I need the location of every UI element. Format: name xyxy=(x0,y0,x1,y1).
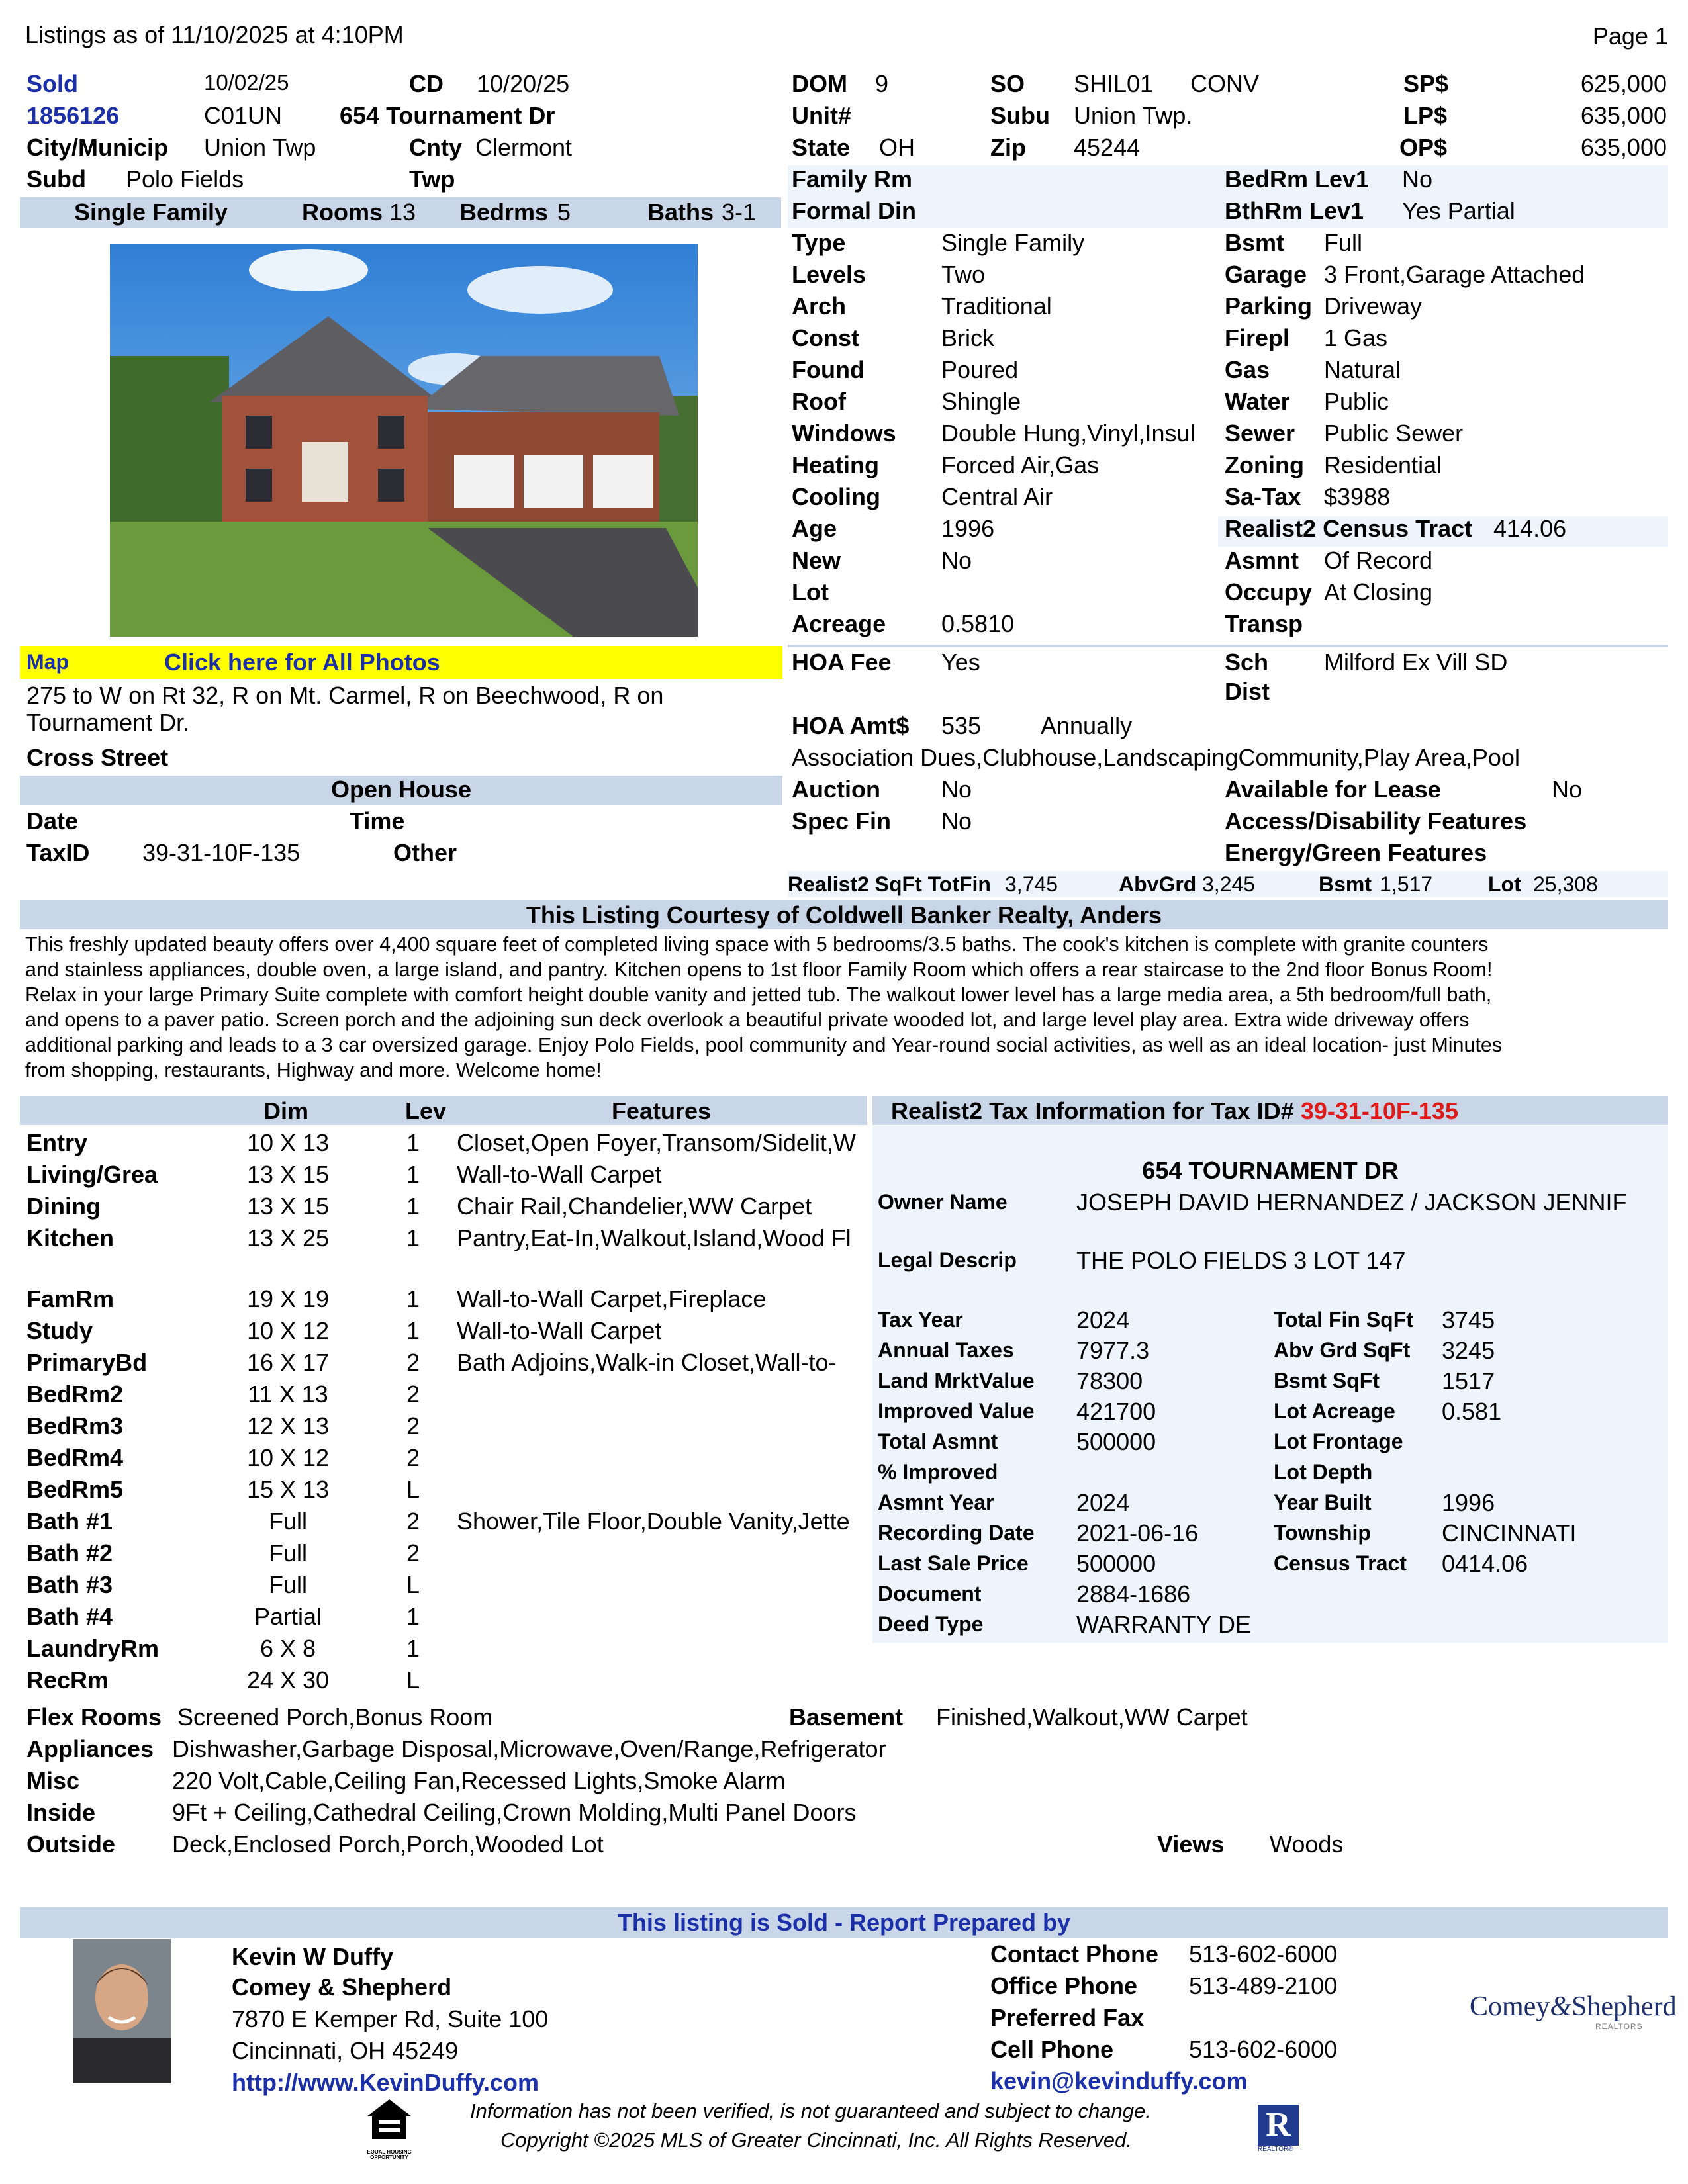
room-lev: 1 xyxy=(406,1129,420,1156)
room-lev: 2 xyxy=(406,1508,420,1535)
remarks-line: This freshly updated beauty offers over 4,400 square feet of completed living space with 5 bedrooms/3.5 baths. The cook's kitchen is complete with granite counters xyxy=(25,933,1489,956)
contact-phone-label: Contact Phone xyxy=(990,1940,1159,1968)
room-features: Shower,Tile Floor,Double Vanity,Jette xyxy=(457,1508,850,1535)
open-house-title: Open House xyxy=(330,776,472,803)
room-features: Wall-to-Wall Carpet,Fireplace xyxy=(457,1285,767,1312)
tax-value: WARRANTY DE xyxy=(1076,1611,1252,1638)
tax-value: 2884-1686 xyxy=(1076,1580,1191,1608)
feature-value: Single Family xyxy=(941,229,1085,256)
cell-phone: 513-602-6000 xyxy=(1189,2036,1338,2063)
room-dim: Full xyxy=(268,1571,307,1598)
room-name: PrimaryBd xyxy=(26,1349,148,1376)
room-dim: Partial xyxy=(254,1603,322,1630)
feature-label: Lot xyxy=(792,578,829,606)
feature-label: Type xyxy=(792,229,846,256)
tax-value: CINCINNATI xyxy=(1442,1520,1577,1547)
room-lev: 2 xyxy=(406,1444,420,1471)
other-label: Other xyxy=(393,839,457,866)
room-lev: 1 xyxy=(406,1635,420,1662)
feature-value: 0.5810 xyxy=(941,610,1015,637)
feature-label: Bsmt xyxy=(1225,229,1285,256)
room-name: Bath #1 xyxy=(26,1508,113,1535)
state-value: OH xyxy=(879,134,915,161)
appliances-value: Dishwasher,Garbage Disposal,Microwave,Oven/Range,Refrigerator xyxy=(172,1735,886,1762)
feature-value: Two xyxy=(941,261,986,288)
company-logo xyxy=(1470,1991,1677,2023)
mls-number[interactable]: 1856126 xyxy=(26,102,120,129)
status-sold: Sold xyxy=(26,70,78,97)
flex-label: Flex Rooms xyxy=(26,1704,162,1731)
tax-value: 1517 xyxy=(1442,1367,1495,1394)
room-dim: 10 X 12 xyxy=(246,1444,330,1471)
rooms-header-dim: Dim xyxy=(263,1097,309,1124)
office-phone-label: Office Phone xyxy=(990,1972,1138,1999)
room-dim: 13 X 25 xyxy=(246,1224,330,1251)
agent-address1: 7870 E Kemper Rd, Suite 100 xyxy=(232,2005,549,2032)
feature-value: Driveway xyxy=(1324,293,1423,320)
remarks-line: from shopping, restaurants, Highway and more. Welcome home! xyxy=(25,1059,602,1081)
feature-label: Const xyxy=(792,324,859,351)
feature-value: Public xyxy=(1324,388,1389,415)
rooms-header-lev: Lev xyxy=(405,1097,447,1124)
feature-value: No xyxy=(1402,165,1433,193)
tax-label: Abv Grd SqFt xyxy=(1274,1338,1411,1362)
map-link[interactable]: Map xyxy=(26,650,69,674)
energy-label: Energy/Green Features xyxy=(1225,839,1487,866)
tax-title xyxy=(891,1097,1458,1124)
feature-value: 414.06 xyxy=(1493,515,1567,542)
feature-value: No xyxy=(941,547,972,574)
property-address: 654 Tournament Dr xyxy=(340,102,555,129)
tax-label: Lot Acreage xyxy=(1274,1399,1395,1423)
tax-value: 0.581 xyxy=(1442,1398,1502,1425)
unit-label: Unit# xyxy=(792,102,851,129)
feature-label: New xyxy=(792,547,841,574)
room-dim: 10 X 12 xyxy=(246,1317,330,1344)
feature-value: Residential xyxy=(1324,451,1442,478)
tax-label: % Improved xyxy=(878,1460,998,1484)
feature-value: Traditional xyxy=(941,293,1052,320)
feature-value: Brick xyxy=(941,324,994,351)
cd-date: 10/20/25 xyxy=(477,70,570,97)
tax-label: Recording Date xyxy=(878,1521,1035,1545)
baths-value: 3-1 xyxy=(722,199,757,226)
feature-divider xyxy=(788,645,1668,647)
agent-address2: Cincinnati, OH 45249 xyxy=(232,2037,459,2064)
tax-label: Deed Type xyxy=(878,1612,984,1636)
tax-label: Total Fin SqFt xyxy=(1274,1308,1413,1332)
room-name: BedRm3 xyxy=(26,1412,124,1439)
feature-label: Roof xyxy=(792,388,846,415)
cross-street-label: Cross Street xyxy=(26,744,169,771)
room-features: Wall-to-Wall Carpet xyxy=(457,1161,662,1188)
agent-company: Comey & Shepherd xyxy=(232,1974,452,2001)
basement-label: Basement xyxy=(789,1704,904,1731)
room-name: Living/Grea xyxy=(26,1161,158,1188)
remarks-line: additional parking and leads to a 3 car oversized garage. Enjoy Polo Fields, pool community and Year-round social activities, as well as an ideal location- just Minutes xyxy=(25,1034,1503,1056)
feature-value: 1 Gas xyxy=(1324,324,1388,351)
feature-label: Acreage xyxy=(792,610,886,637)
room-name: Study xyxy=(26,1317,93,1344)
tax-label: Census Tract xyxy=(1274,1551,1407,1575)
feature-label: Realist2 Census Tract xyxy=(1225,515,1473,542)
legal-label: Legal Descrip xyxy=(878,1248,1017,1272)
auction-value: No xyxy=(941,776,972,803)
sold-date: 10/02/25 xyxy=(204,70,289,95)
dom-value: 9 xyxy=(875,70,889,97)
room-lev: 2 xyxy=(406,1381,420,1408)
sqft-lot-label: Lot xyxy=(1488,872,1521,896)
so-label: SO xyxy=(990,70,1025,97)
remarks-line: and stainless appliances, double oven, a large island, and pantry. Kitchen opens to 1st floor Family Room which offers a rear staircase to the 2nd floor Bonus Room! xyxy=(25,958,1493,981)
feature-value: Central Air xyxy=(941,483,1053,510)
contact-phone: 513-602-6000 xyxy=(1189,1940,1338,1968)
room-name: RecRm xyxy=(26,1666,109,1694)
hoa-includes: Association Dues,Clubhouse,LandscapingCommunity,Play Area,Pool xyxy=(792,744,1520,771)
outside-value: Deck,Enclosed Porch,Porch,Wooded Lot xyxy=(172,1831,604,1858)
feature-value: Natural xyxy=(1324,356,1401,383)
feature-label: Sewer xyxy=(1225,420,1295,447)
cell-phone-label: Cell Phone xyxy=(990,2036,1114,2063)
room-name: FamRm xyxy=(26,1285,115,1312)
feature-label: Windows xyxy=(792,420,896,447)
tax-label: Document xyxy=(878,1582,982,1606)
room-dim: 16 X 17 xyxy=(246,1349,330,1376)
room-lev: 1 xyxy=(406,1161,420,1188)
sqft-abv-label: AbvGrd xyxy=(1119,872,1197,896)
owner-label: Owner Name xyxy=(878,1190,1008,1214)
type-band-label: Single Family xyxy=(74,199,228,226)
all-photos-link[interactable]: Click here for All Photos xyxy=(164,649,440,676)
feature-value: Double Hung,Vinyl,Insul xyxy=(941,420,1196,447)
sqft-totfin: 3,745 xyxy=(1005,872,1058,896)
agent-email-link[interactable]: kevin@kevinduffy.com xyxy=(990,2068,1248,2095)
rooms-value: 13 xyxy=(389,199,416,226)
feature-value: Public Sewer xyxy=(1324,420,1464,447)
room-lev: 2 xyxy=(406,1349,420,1376)
room-dim: Full xyxy=(268,1508,307,1535)
open-house-date-label: Date xyxy=(26,807,79,835)
hoa-amt-label: HOA Amt$ xyxy=(792,712,910,739)
inside-value: 9Ft + Ceiling,Cathedral Ceiling,Crown Molding,Multi Panel Doors xyxy=(172,1799,857,1826)
tax-value: 0414.06 xyxy=(1442,1550,1528,1577)
office-phone: 513-489-2100 xyxy=(1189,1972,1338,1999)
hoa-fee-value: Yes xyxy=(941,649,980,676)
views-value: Woods xyxy=(1270,1831,1344,1858)
feature-label: Found xyxy=(792,356,865,383)
county-label: Cnty xyxy=(409,134,462,161)
school-value: Milford Ex Vill SD xyxy=(1324,649,1508,676)
room-dim: 12 X 13 xyxy=(246,1412,330,1439)
tax-value: 2024 xyxy=(1076,1306,1130,1334)
subd-value: Polo Fields xyxy=(126,165,244,193)
preferred-fax-label: Preferred Fax xyxy=(990,2004,1145,2031)
lp-value: 635,000 xyxy=(1580,102,1667,129)
agent-photo xyxy=(73,1939,171,2083)
flex-value: Screened Porch,Bonus Room xyxy=(177,1704,493,1731)
misc-value: 220 Volt,Cable,Ceiling Fan,Recessed Lights,Smoke Alarm xyxy=(172,1767,786,1794)
specfin-value: No xyxy=(941,807,972,835)
feature-label: Parking xyxy=(1225,293,1313,320)
auction-label: Auction xyxy=(792,776,880,803)
feature-value: Forced Air,Gas xyxy=(941,451,1100,478)
tax-value: 1996 xyxy=(1442,1489,1495,1516)
access-label: Access/Disability Features xyxy=(1225,807,1527,835)
city-label: City/Municip xyxy=(26,134,168,161)
room-lev: 1 xyxy=(406,1317,420,1344)
sqft-bsmt: 1,517 xyxy=(1380,872,1433,896)
feature-label: Levels xyxy=(792,261,867,288)
feature-label: Sa-Tax xyxy=(1225,483,1301,510)
op-value: 635,000 xyxy=(1580,134,1667,161)
tax-label: Township xyxy=(1274,1521,1371,1545)
lp-label: LP$ xyxy=(1403,102,1448,129)
feature-label: Formal Din xyxy=(792,197,917,224)
feature-value: Of Record xyxy=(1324,547,1433,574)
room-dim: 13 X 15 xyxy=(246,1161,330,1188)
room-dim: 24 X 30 xyxy=(246,1666,330,1694)
room-name: Bath #4 xyxy=(26,1603,113,1630)
sqft-abv: 3,245 xyxy=(1202,872,1256,896)
feature-label: Zoning xyxy=(1225,451,1304,478)
realtor-text: REALTOR® xyxy=(1258,2146,1293,2153)
lease-value: No xyxy=(1552,776,1583,803)
room-dim: Full xyxy=(268,1539,307,1567)
room-name: BedRm2 xyxy=(26,1381,124,1408)
open-house-time-label: Time xyxy=(350,807,405,835)
tax-value: 78300 xyxy=(1076,1367,1143,1394)
feature-label: Water xyxy=(1225,388,1290,415)
zip-label: Zip xyxy=(990,134,1026,161)
feature-label: Cooling xyxy=(792,483,880,510)
feature-label: Heating xyxy=(792,451,880,478)
baths-label: Baths xyxy=(647,199,714,226)
feature-label: BedRm Lev1 xyxy=(1225,165,1370,193)
bedrms-label: Bedrms xyxy=(459,199,549,226)
tax-label: Land MrktValue xyxy=(878,1369,1035,1392)
room-features: Wall-to-Wall Carpet xyxy=(457,1317,662,1344)
feature-label: Occupy xyxy=(1225,578,1313,606)
legal-value: THE POLO FIELDS 3 LOT 147 xyxy=(1076,1247,1406,1274)
lease-label: Available for Lease xyxy=(1225,776,1441,803)
room-name: Bath #2 xyxy=(26,1539,113,1567)
room-lev: L xyxy=(406,1571,420,1598)
feature-value: Poured xyxy=(941,356,1019,383)
feature-label: Transp xyxy=(1225,610,1303,637)
tax-label: Improved Value xyxy=(878,1399,1035,1423)
room-name: BedRm4 xyxy=(26,1444,124,1471)
room-features: Bath Adjoins,Walk-in Closet,Wall-to- xyxy=(457,1349,837,1376)
realtor-icon: R REALTOR® xyxy=(1258,2105,1304,2158)
feature-label: Garage xyxy=(1225,261,1307,288)
feature-value: Yes Partial xyxy=(1402,197,1515,224)
school-dist-label: Dist xyxy=(1225,678,1270,705)
subd-label: Subd xyxy=(26,165,86,193)
misc-label: Misc xyxy=(26,1767,80,1794)
sp-label: SP$ xyxy=(1403,70,1449,97)
subu-value: Union Twp. xyxy=(1074,102,1193,129)
tax-label: Bsmt SqFt xyxy=(1274,1369,1380,1392)
tax-value: 2024 xyxy=(1076,1489,1130,1516)
room-name: BedRm5 xyxy=(26,1476,124,1503)
feature-label: Firepl xyxy=(1225,324,1290,351)
office-code: C01UN xyxy=(204,102,283,129)
room-name: Dining xyxy=(26,1193,101,1220)
feature-label: Age xyxy=(792,515,837,542)
disclaimer: Information has not been verified, is not guaranteed and subject to change. xyxy=(470,2099,1151,2122)
zip-value: 45244 xyxy=(1074,134,1141,161)
taxid-value: 39-31-10F-135 xyxy=(142,839,301,866)
tax-label: Lot Frontage xyxy=(1274,1430,1403,1453)
tax-title-text: Realist2 Tax Information for Tax ID# xyxy=(891,1097,1301,1124)
so-value: SHIL01 xyxy=(1074,70,1154,97)
outside-label: Outside xyxy=(26,1831,116,1858)
remarks-line: and opens to a paver patio. Screen porch and the adjoining sun deck overlook a beautiful private wooded lot, and large level play area. Extra wide driveway offers xyxy=(25,1009,1470,1031)
agent-website-link[interactable]: http://www.KevinDuffy.com xyxy=(232,2069,539,2096)
bedrms-value: 5 xyxy=(557,199,571,226)
agent-banner-text: This listing is Sold - Report Prepared by xyxy=(617,1909,1071,1936)
room-features: Closet,Open Foyer,Transom/Sidelit,W xyxy=(457,1129,856,1156)
listings-timestamp: Listings as of 11/10/2025 at 4:10PM xyxy=(25,21,404,48)
tax-label: Total Asmnt xyxy=(878,1430,998,1453)
tax-value: 7977.3 xyxy=(1076,1337,1150,1364)
feature-value: 3 Front,Garage Attached xyxy=(1324,261,1585,288)
room-lev: 1 xyxy=(406,1224,420,1251)
hoa-fee-label: HOA Fee xyxy=(792,649,892,676)
room-dim: 15 X 13 xyxy=(246,1476,330,1503)
feature-value: $3988 xyxy=(1324,483,1391,510)
basement-value: Finished,Walkout,WW Carpet xyxy=(936,1704,1248,1731)
tax-label: Annual Taxes xyxy=(878,1338,1014,1362)
tax-value: 421700 xyxy=(1076,1398,1156,1425)
feature-label: Gas xyxy=(1225,356,1270,383)
room-lev: 1 xyxy=(406,1285,420,1312)
twp-label: Twp xyxy=(409,165,455,193)
logo-amp: & xyxy=(1550,1991,1571,2022)
feature-label: Arch xyxy=(792,293,847,320)
tax-value: 3245 xyxy=(1442,1337,1495,1364)
tax-label: Year Built xyxy=(1274,1490,1372,1514)
listing-courtesy: This Listing Courtesy of Coldwell Banker Realty, Anders xyxy=(526,901,1162,929)
tax-label: Lot Depth xyxy=(1274,1460,1373,1484)
room-name: Entry xyxy=(26,1129,88,1156)
appliances-label: Appliances xyxy=(26,1735,154,1762)
tax-label: Last Sale Price xyxy=(878,1551,1029,1575)
feature-label: BthRm Lev1 xyxy=(1225,197,1364,224)
tax-value: 500000 xyxy=(1076,1550,1156,1577)
room-dim: 13 X 15 xyxy=(246,1193,330,1220)
feature-value: 1996 xyxy=(941,515,995,542)
logo-text-1: Comey xyxy=(1470,1991,1550,2022)
room-lev: L xyxy=(406,1476,420,1503)
city-value: Union Twp xyxy=(204,134,316,161)
tax-label: Tax Year xyxy=(878,1308,963,1332)
tax-title-id: 39-31-10F-135 xyxy=(1300,1097,1458,1124)
owner-value: JOSEPH DAVID HERNANDEZ / JACKSON JENNIF xyxy=(1076,1189,1627,1216)
agent-name: Kevin W Duffy xyxy=(232,1943,394,1970)
tax-label: Asmnt Year xyxy=(878,1490,994,1514)
remarks-line: Relax in your large Primary Suite complete with comfort height double vanity and jetted tub. The walkout lower level has a large media area, a 5th bedroom/full bath, xyxy=(25,983,1492,1006)
subu-label: Subu xyxy=(990,102,1050,129)
state-label: State xyxy=(792,134,851,161)
equal-housing-text: EQUAL HOUSING OPPORTUNITY xyxy=(367,2149,412,2161)
hoa-amt-value: 535 xyxy=(941,712,982,739)
feature-value: At Closing xyxy=(1324,578,1433,606)
logo-sub: REALTORS xyxy=(1595,2022,1643,2031)
financing: CONV xyxy=(1190,70,1260,97)
room-features: Chair Rail,Chandelier,WW Carpet xyxy=(457,1193,812,1220)
room-dim: 19 X 19 xyxy=(246,1285,330,1312)
tax-value: 2021-06-16 xyxy=(1076,1520,1199,1547)
equal-housing-icon xyxy=(363,2097,416,2163)
room-name: Kitchen xyxy=(26,1224,115,1251)
feature-value: Full xyxy=(1324,229,1363,256)
specfin-label: Spec Fin xyxy=(792,807,892,835)
copyright: Copyright ©2025 MLS of Greater Cincinnati, Inc. All Rights Reserved. xyxy=(500,2128,1132,2152)
room-dim: 6 X 8 xyxy=(259,1635,316,1662)
tax-address: 654 TOURNAMENT DR xyxy=(1142,1157,1399,1184)
directions: 275 to W on Rt 32, R on Mt. Carmel, R on Beechwood, R on Tournament Dr. xyxy=(26,682,664,737)
feature-label: Family Rm xyxy=(792,165,913,193)
taxid-label: TaxID xyxy=(26,839,90,866)
room-lev: 2 xyxy=(406,1412,420,1439)
sqft-lot: 25,308 xyxy=(1533,872,1598,896)
school-label: Sch xyxy=(1225,649,1269,676)
room-name: Bath #3 xyxy=(26,1571,113,1598)
dom-label: DOM xyxy=(792,70,847,97)
op-label: OP$ xyxy=(1399,134,1448,161)
room-features: Pantry,Eat-In,Walkout,Island,Wood Fl xyxy=(457,1224,851,1251)
room-lev: 1 xyxy=(406,1603,420,1630)
room-dim: 11 X 13 xyxy=(248,1381,328,1408)
room-lev: L xyxy=(406,1666,420,1694)
logo-text-2: Shepherd xyxy=(1571,1991,1677,2022)
tax-value: 3745 xyxy=(1442,1306,1495,1334)
views-label: Views xyxy=(1157,1831,1225,1858)
county-value: Clermont xyxy=(475,134,573,161)
room-dim: 10 X 13 xyxy=(246,1129,330,1156)
feature-value: Shingle xyxy=(941,388,1021,415)
rooms-label: Rooms xyxy=(302,199,383,226)
room-name: LaundryRm xyxy=(26,1635,160,1662)
feature-label: Asmnt xyxy=(1225,547,1299,574)
rooms-header-features: Features xyxy=(612,1097,712,1124)
sqft-totfin-label: Realist2 SqFt TotFin xyxy=(788,872,991,896)
cd-label: CD xyxy=(409,70,444,97)
sqft-bsmt-label: Bsmt xyxy=(1319,872,1372,896)
room-lev: 1 xyxy=(406,1193,420,1220)
sp-value: 625,000 xyxy=(1580,70,1667,97)
hoa-frequency: Annually xyxy=(1041,712,1133,739)
tax-value: 500000 xyxy=(1076,1428,1156,1455)
inside-label: Inside xyxy=(26,1799,96,1826)
house-photo[interactable] xyxy=(110,244,698,637)
room-lev: 2 xyxy=(406,1539,420,1567)
page-number: Page 1 xyxy=(1592,23,1668,50)
